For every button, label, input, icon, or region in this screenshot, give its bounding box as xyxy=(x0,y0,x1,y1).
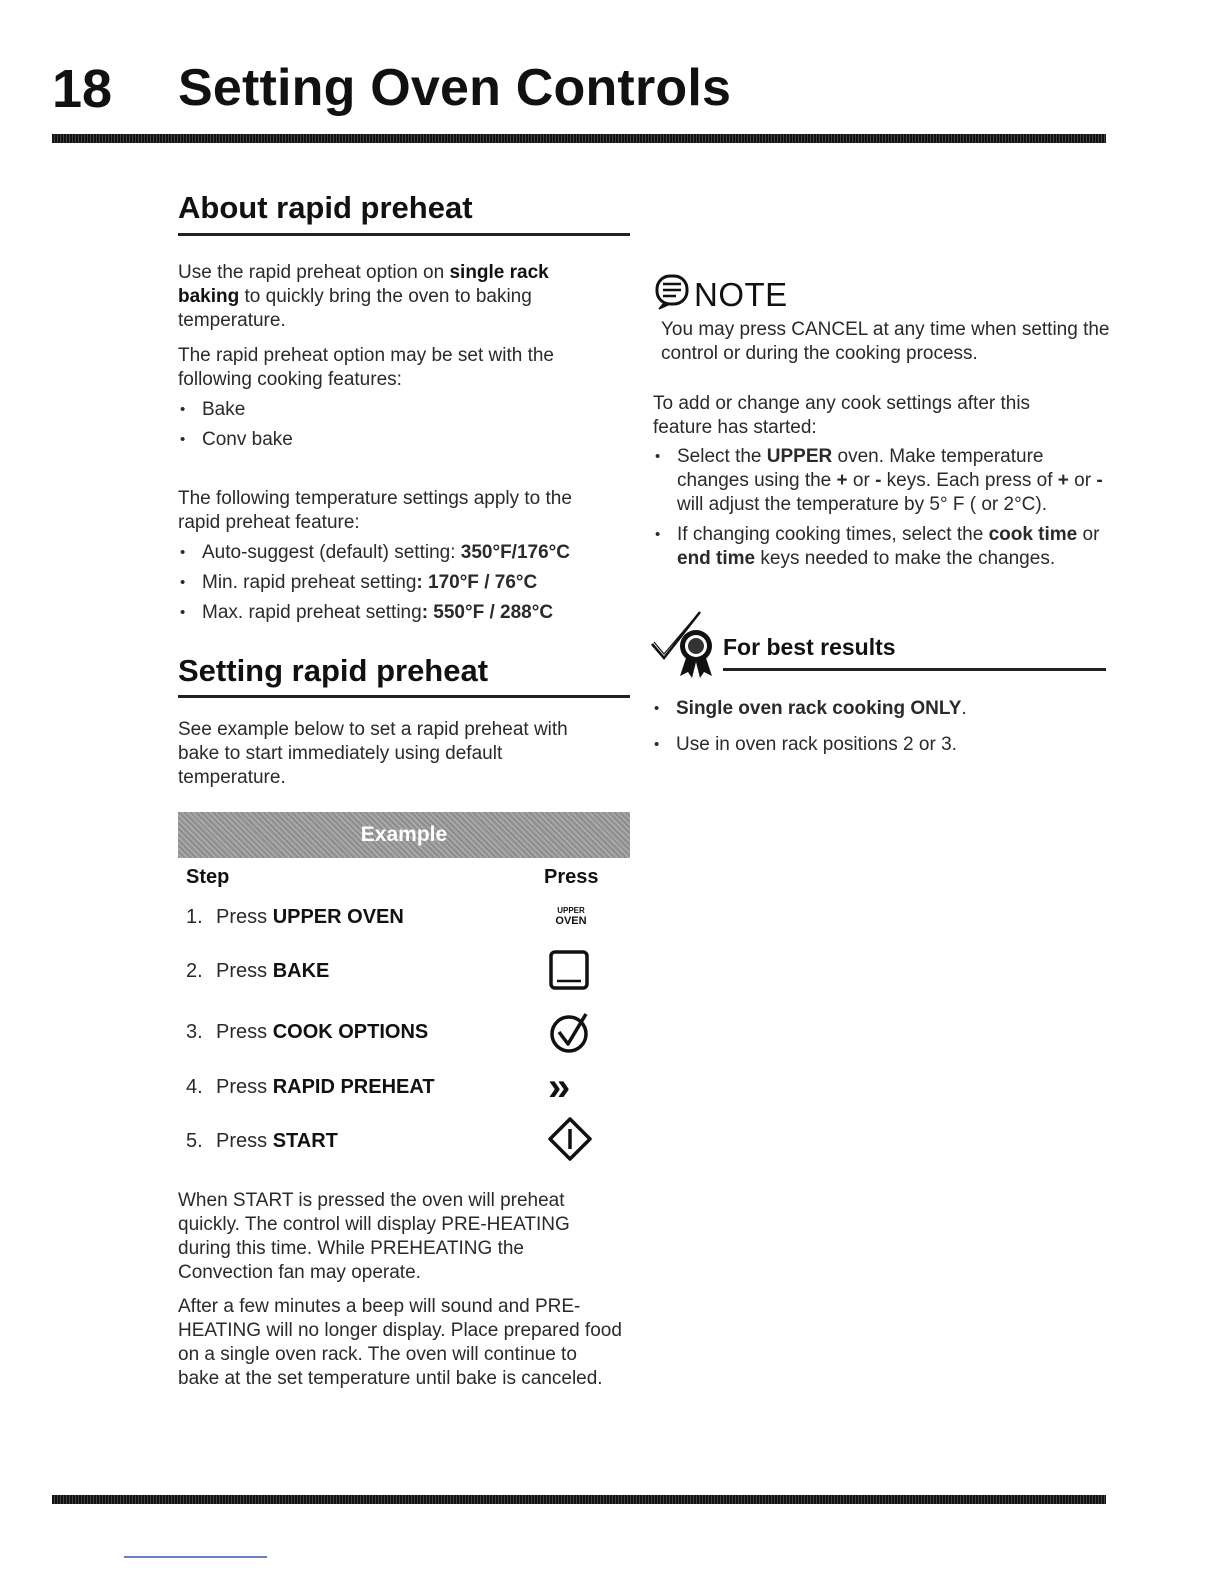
section-title-about: About rapid preheat xyxy=(178,190,473,225)
change-intro: To add or change any cook settings after this feature has started: xyxy=(653,393,1031,438)
table-row: 4. Press RAPID PREHEAT xyxy=(186,1076,435,1098)
header-rule xyxy=(52,134,1106,143)
list-item: • If changing cooking times, select the cook time or end time keys needed to make the changes. xyxy=(653,523,1103,571)
table-row: 5. Press START xyxy=(186,1130,338,1152)
section-title-setting: Setting rapid preheat xyxy=(178,653,489,688)
after-paragraph-1: When START is pressed the oven will preheat quickly. The control will display PRE-HEATING during this time. While PREHEATING the Convection fan may operate. xyxy=(178,1190,570,1283)
about-paragraph-2: The rapid preheat option may be set with the following cooking features: xyxy=(178,345,555,390)
about-paragraph-3: The following temperature settings apply to the rapid preheat feature: xyxy=(178,488,572,533)
bake-icon xyxy=(549,950,589,990)
features-list xyxy=(178,398,598,452)
list-item: • Select the UPPER oven. Make temperature changes using the + or - keys. Each press of + or - will adjust the temperature by 5° F ( or 2°C). xyxy=(653,445,1103,517)
upper-oven-icon: UPPER OVEN xyxy=(555,906,587,927)
page-number: 18 xyxy=(52,59,113,119)
column-header-press: Press xyxy=(544,866,599,888)
change-list xyxy=(653,445,1103,571)
list-item: • Conv bake xyxy=(178,428,598,452)
footer-link-underline xyxy=(124,1556,267,1558)
cook-options-icon xyxy=(548,1010,592,1054)
after-paragraph-2: After a few minutes a beep will sound and PRE-HEATING will no longer display. Place prepared food on a single oven rack. The oven will continue to bake at the set temperature until bake is canceled. xyxy=(178,1296,622,1389)
award-ribbon-icon xyxy=(650,610,720,680)
table-row: 3. Press COOK OPTIONS xyxy=(186,1021,429,1043)
list-item: • Max. rapid preheat setting: 550°F / 288°C xyxy=(178,601,618,625)
list-item: • Use in oven rack positions 2 or 3. xyxy=(652,733,1102,757)
example-header-bar: Example xyxy=(178,812,630,858)
page-title: Setting Oven Controls xyxy=(178,59,732,117)
best-results-list xyxy=(652,697,1102,757)
note-title: NOTE xyxy=(694,276,788,313)
footer-rule xyxy=(52,1495,1106,1504)
column-header-step: Step xyxy=(186,866,230,888)
about-paragraph-1: Use the rapid preheat option on single rack baking to quickly bring the oven to baking temperature. xyxy=(178,262,549,331)
best-results-title: For best results xyxy=(723,634,896,660)
note-text: You may press CANCEL at any time when setting the control or during the cooking process. xyxy=(661,319,1110,364)
list-item: • Single oven rack cooking ONLY. xyxy=(652,697,1102,721)
list-item: • Auto-suggest (default) setting: 350°F/176°C xyxy=(178,541,618,565)
setting-intro: See example below to set a rapid preheat with bake to start immediately using default temperature. xyxy=(178,719,568,788)
section-rule-about xyxy=(178,233,630,236)
table-row: 1. Press UPPER OVEN xyxy=(186,906,404,928)
list-item: • Min. rapid preheat setting: 170°F / 76°C xyxy=(178,571,618,595)
settings-list xyxy=(178,541,618,625)
table-row: 2. Press BAKE xyxy=(186,960,330,982)
start-icon xyxy=(547,1116,593,1162)
section-rule-setting xyxy=(178,695,630,698)
list-item: • Bake xyxy=(178,398,598,422)
double-chevron-icon: » xyxy=(548,1065,571,1109)
note-icon xyxy=(654,272,692,310)
best-results-rule xyxy=(723,668,1106,671)
